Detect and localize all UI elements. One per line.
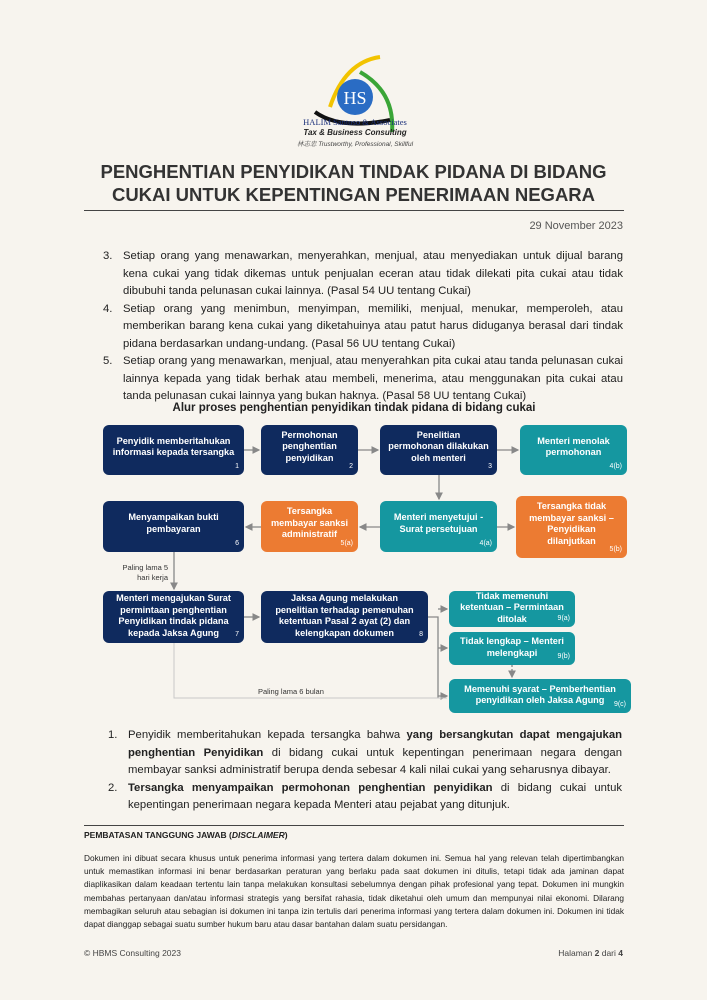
brand-tagline: 林志忠 Trustworthy, Professional, Skillful xyxy=(296,141,414,148)
step-text: Jaksa Agung melakukan penelitian terhadap pemenuhan ketentuan Pasal 2 ayat (2) dan kelengkapan dokumen xyxy=(275,593,414,638)
step-text: Menteri menyetujui - Surat persetujuan xyxy=(393,512,484,534)
step-number: 2 xyxy=(349,462,353,470)
note-5-days: Paling lama 5 hari kerja xyxy=(122,563,168,582)
step-number: 7 xyxy=(235,630,239,638)
step-number: 1 xyxy=(235,462,239,470)
flow-step-5b xyxy=(516,496,627,558)
step-number: 4(a) xyxy=(479,539,492,547)
flow-step-8 xyxy=(261,591,428,643)
flow-step-6 xyxy=(103,501,244,552)
item-text: Setiap orang yang menimbun, menyimpan, memiliki, menjual, menukar, memperoleh, atau memberikan barang kena cukai yang diketahuinya atau patut harus diduganya berasal dari tindak pidana berdasarkan undang-undang. (Pasal 56 UU tentang Cukai) xyxy=(123,302,623,350)
step-number: 9(a) xyxy=(557,614,570,622)
step-text: Permohonan penghentian penyidikan xyxy=(281,429,338,463)
brand-name: HALIM Santoso & Associates xyxy=(303,117,407,127)
brand-subtitle: Tax & Business Consulting xyxy=(303,128,407,137)
flowchart-title: Alur proses penghentian penyidikan tindak pidana di bidang cukai xyxy=(172,402,536,414)
item-text: Penyidik memberitahukan kepada tersangka bahwa xyxy=(128,729,407,741)
item-bold-text: yang bersangkutan dapat mengajukan penghentian Penyidikan xyxy=(128,729,623,759)
explanation-list xyxy=(108,727,622,815)
step-number: 9(b) xyxy=(557,652,570,660)
list-item xyxy=(108,780,622,815)
step-text: Tersangka tidak membayar sanksi – Penyidikan dilanjutkan xyxy=(529,501,614,546)
date: 29 November 2023 xyxy=(529,220,623,232)
item-number: 3. xyxy=(103,250,113,262)
step-text: Memenuhi syarat – Pemberhentian penyidikan oleh Jaksa Agung xyxy=(464,683,616,705)
svg-text:HS: HS xyxy=(343,88,367,108)
step-number: 3 xyxy=(488,462,492,470)
step-text: Penyidik memberitahukan informasi kepada tersangka xyxy=(112,435,235,457)
flow-step-2 xyxy=(261,425,358,475)
copyright: © HBMS Consulting 2023 xyxy=(84,948,181,958)
item-number: 4. xyxy=(103,302,113,315)
item-number: 5. xyxy=(103,355,113,367)
step-text: Penelitian permohonan dilakukan oleh menteri xyxy=(388,429,489,463)
step-text: Tidak memenuhi ketentuan – Permintaan ditolak xyxy=(460,590,564,624)
flow-step-9b xyxy=(449,632,575,665)
step-number: 9(c) xyxy=(613,700,626,708)
step-number: 5(b) xyxy=(609,545,622,553)
item-text: Setiap orang yang menawarkan, menjual, atau menyerahkan pita cukai atau tanda pelunasan cukai lainnya kepada yang tidak berhak atau membeli, menerima, atau menggunakan pita cukai atau tanda pelunasan cukai lainnya yang bukan haknya. (Pasal 58 UU tentang Cukai) xyxy=(123,355,623,402)
page-number: Halaman 2 dari 4 xyxy=(558,948,623,958)
flow-step-4a xyxy=(380,501,497,552)
item-number: 1. xyxy=(108,729,118,741)
list-item xyxy=(108,727,622,780)
flow-step-4b xyxy=(520,425,627,475)
item-text: Setiap orang yang menawarkan, menyerahkan, menjual, atau menyediakan untuk dijual barang kena cukai yang tidak dikemas untuk penjualan eceran atau tidak dilekati pita cukai atau tidak dibubuhi tanda pelunasan cukai lainnya. (Pasal 54 UU tentang Cukai) xyxy=(123,250,623,297)
flow-step-9a xyxy=(449,591,575,627)
step-text: Menyampaikan bukti pembayaran xyxy=(128,512,219,534)
step-text: Tersangka membayar sanksi administratif xyxy=(270,506,349,540)
flow-step-1 xyxy=(103,425,244,475)
item-bold-text: Tersangka menyampaikan permohonan penghentian penyidikan xyxy=(128,781,493,794)
step-number: 4(b) xyxy=(609,462,622,470)
step-number: 5(a) xyxy=(340,539,353,547)
disclaimer-title: PEMBATASAN TANGGUNG JAWAB (DISCLAIMER) xyxy=(84,830,288,840)
item-number: 2. xyxy=(108,781,118,794)
flow-step-7 xyxy=(103,591,244,643)
flow-step-9c xyxy=(449,679,631,713)
page-title: PENGHENTIAN PENYIDIKAN TINDAK PIDANA DI BIDANG CUKAI UNTUK KEPENTINGAN PENERIMAAN NEGARA xyxy=(100,161,607,205)
note-6-months: Paling lama 6 bulan xyxy=(258,687,324,696)
step-text: Menteri mengajukan Surat permintaan penghentian Penyidikan tindak pidana kepada Jaksa Agung xyxy=(116,593,231,638)
step-number: 8 xyxy=(419,630,423,638)
disclaimer-text: Dokumen ini dibuat secara khusus untuk penerima informasi yang tertera dalam dokumen ini. Semua hal yang relevan telah dipertimbangkan untuk memastikan informasi ini benar berdasarkan peraturan yang berlaku pada saat dokumen ini ditulis, tetapi tidak ada jaminan dapat diaplikasikan dalam keadaan tertentu lain tanpa melakukan konsultasi sebelumnya dengan pihak profesional yang tepat. Dokumen ini mungkin membahas pertanyaan dan/atau informasi strategis yang bersifat rahasia, tidak diketahui oleh umum dan mempunyai nilai ekonomi. Dilarang membagikan seluruh atau sebagian isi dokumen ini tanpa izin tertulis dari penerima informasi yang tertera dalam dokumen ini. Dokumen ini tidak dapat dianggap sebagai suatu sumber hukum baru atau dasar bantahan dalam suatu persidangan. xyxy=(84,853,624,930)
step-number: 6 xyxy=(235,539,239,547)
flow-step-5a xyxy=(261,501,358,552)
item-text: di bidang cukai untuk kepentingan penerimaan negara dengan membayar sanksi administratif berupa denda sebesar 4 kali nilai cukai yang seharusnya dibayar. xyxy=(128,746,623,776)
item-text: di bidang cukai untuk kepentingan penerimaan negara kepada Menteri atau pejabat yang ditunjuk. xyxy=(128,781,622,811)
step-text: Menteri menolak permohonan xyxy=(537,435,610,457)
flow-step-3 xyxy=(380,425,497,475)
step-text: Tidak lengkap – Menteri melengkapi xyxy=(460,636,564,658)
divider xyxy=(84,825,624,826)
